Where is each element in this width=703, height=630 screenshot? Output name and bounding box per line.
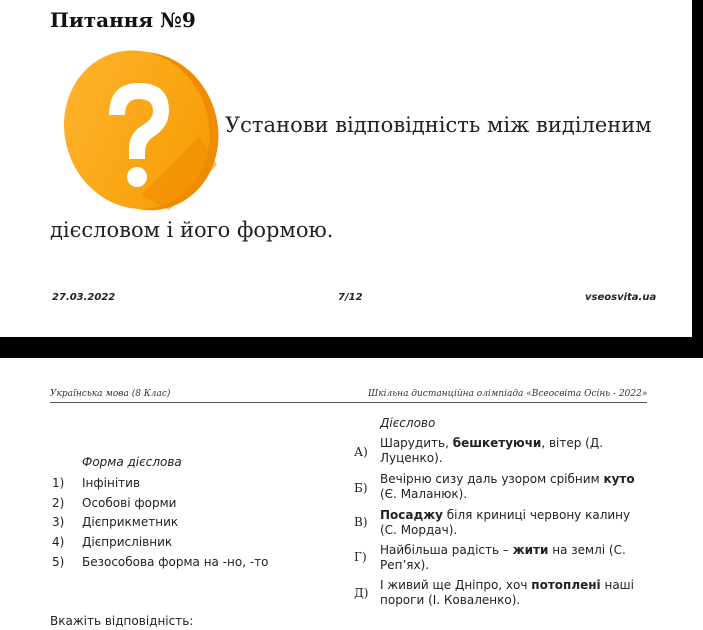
form-item: 5) Безособова форма на -но, -то [52,555,269,569]
header-divider [50,402,647,403]
question-title: Питання №9 [50,8,196,32]
question-mark-icon [49,45,229,215]
form-item: 4) Дієприслівник [52,535,173,549]
verb-letter: В) [354,515,368,529]
verb-sentence: Найбільша радість – жити на землі (С. Реп’ях). [380,543,626,572]
header-subject: Українська мова (8 Клас) [50,389,171,399]
verb-sentence: Посаджу біля криниці червону калину (С. Мордач). [380,508,631,537]
verb-highlight: Посаджу [380,508,443,522]
verb-sentence: І живий ще Дніпро, хоч потоплені наші пороги (І. Коваленко). [380,578,634,607]
verb-highlight: жити [512,543,549,557]
verb-letter: Г) [354,550,367,564]
verb-highlight: потоплені [531,578,601,592]
header-olympiad: Шкільна дистанційна олімпіада «Всеосвіта Осінь - 2022» [368,389,648,399]
footer-page-number: 7/12 [338,292,363,303]
question-text-line2: дієсловом і його формою. [50,218,334,242]
form-item: 1) Інфінітив [52,476,141,490]
verb-highlight: куто [603,472,635,486]
footer-date: 27.03.2022 [52,292,116,303]
forms-column-title: Форма дієслова [82,455,182,469]
verb-letter: Д) [354,586,369,600]
verb-highlight: бешкетуючи [452,436,542,450]
verbs-column-title: Дієслово [380,416,436,430]
question-text-line1: Установи відповідність між виділеним [225,113,652,137]
verb-letter: А) [354,445,368,459]
form-item: 3) Дієприкметник [52,515,179,529]
verb-sentence: Вечірню сизу даль узором срібним куто (Є. Маланюк). [380,472,635,501]
footer-site: vseosvita.ua [585,292,657,303]
verb-sentence: Шарудить, бешкетуючи, вітер (Д. Луценко). [380,436,604,465]
verb-letter: Б) [354,481,368,495]
form-item: 2) Особові форми [52,496,177,510]
answer-instruction: Вкажіть відповідність: [50,614,194,628]
